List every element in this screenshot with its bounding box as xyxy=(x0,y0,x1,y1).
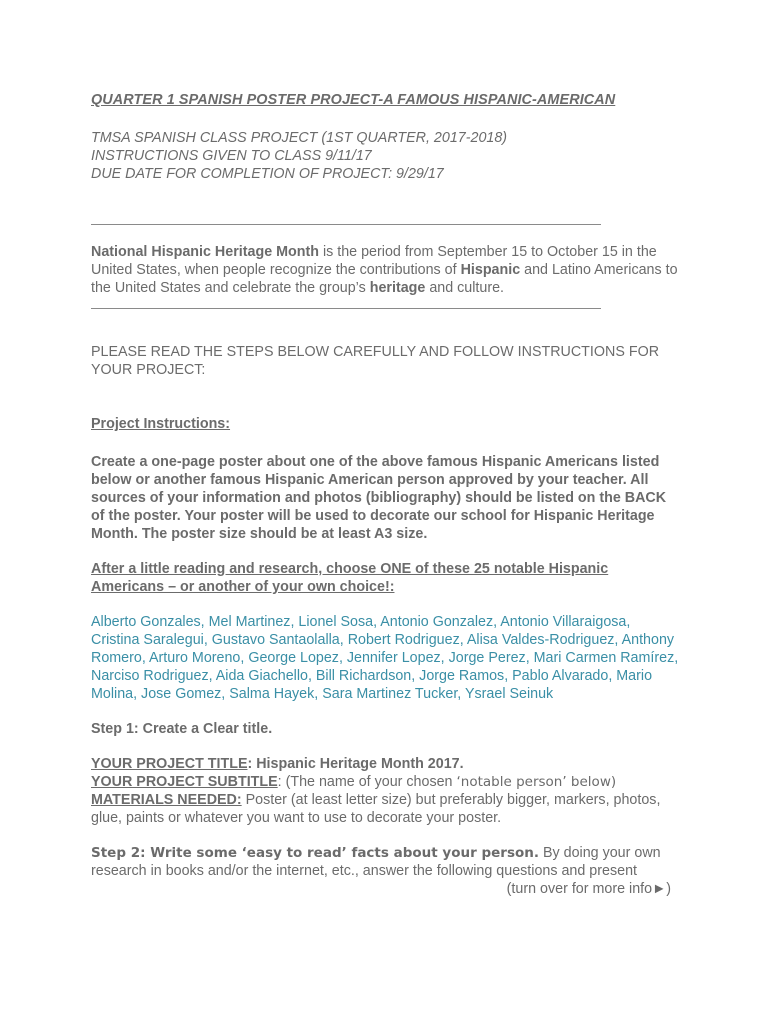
heritage-bold-1: National Hispanic Heritage Month xyxy=(91,244,319,260)
document-page xyxy=(91,91,681,898)
divider-top xyxy=(91,224,601,225)
header-line-instructions: INSTRUCTIONS GIVEN TO CLASS 9/11/17 xyxy=(91,148,372,164)
heritage-text-1: is the period from September 15 to October 15 in the United States, when people recognize the contributions of xyxy=(91,244,657,278)
materials-line xyxy=(91,791,681,827)
project-subtitle-value-a: : (The name of your chosen xyxy=(277,774,457,790)
step-1-heading: Step 1: Create a Clear title. xyxy=(91,721,273,737)
heritage-bold-2: Hispanic xyxy=(460,262,521,278)
heritage-text-2: and Latino Americans to the United States and celebrate the group’s xyxy=(91,262,678,296)
project-subtitle-label: YOUR PROJECT SUBTITLE xyxy=(91,774,278,790)
turn-over-note: (turn over for more info►) xyxy=(506,881,671,897)
project-subtitle-value-b: ‘notable person’ below) xyxy=(456,774,617,790)
heritage-text-3: and culture. xyxy=(425,280,505,296)
materials-value: Poster (at least letter size) but preferably bigger, markers, photos, glue, paints or whatever you want to use to decorate your poster. xyxy=(91,792,661,826)
project-details-block xyxy=(91,755,681,827)
project-subtitle-line xyxy=(91,773,681,791)
divider-bottom xyxy=(91,308,601,309)
heritage-paragraph xyxy=(91,243,681,297)
step-2-text: By doing your own research in books and/or the internet, etc., answer the following questions and present xyxy=(91,845,661,879)
project-title-line xyxy=(91,755,681,773)
notable-names-list: Alberto Gonzales, Mel Martinez, Lionel Sosa, Antonio Gonzalez, Antonio Villaraigosa, Cristina Saralegui, Gustavo Santaolalla, Robert Rodriguez, Alisa Valdes-Rodriguez, Anthony Romero, Arturo Moreno, George Lopez, Jennifer Lopez, Jorge Perez, Mari Carmen Ramírez, Narciso Rodriguez, Aida Giachello, Bill Richardson, Jorge Ramos, Pablo Alvarado, Mario Molina, Jose Gomez, Salma Hayek, Sara Martinez Tucker, Ysrael Seinuk xyxy=(91,614,679,702)
create-poster-paragraph: Create a one-page poster about one of the above famous Hispanic Americans listed below or another famous Hispanic American person approved by your teacher. All sources of your information and photos (bibliography) should be listed on the BACK of the poster. Your poster will be used to decorate our school for Hispanic Heritage Month. The poster size should be at least A3 size. xyxy=(91,454,667,542)
project-instructions-heading: Project Instructions: xyxy=(91,416,231,432)
project-title-label: YOUR PROJECT TITLE xyxy=(91,756,248,772)
please-read-paragraph: PLEASE READ THE STEPS BELOW CAREFULLY AND FOLLOW INSTRUCTIONS FOR YOUR PROJECT: xyxy=(91,344,660,378)
header-block xyxy=(91,129,681,183)
materials-label: MATERIALS NEEDED: xyxy=(91,792,242,808)
heritage-bold-3: heritage xyxy=(369,280,426,296)
document-title: QUARTER 1 SPANISH POSTER PROJECT-A FAMOUS HISPANIC-AMERICAN xyxy=(91,92,616,108)
header-line-class: TMSA SPANISH CLASS PROJECT (1ST QUARTER, 2017-2018) xyxy=(91,130,508,146)
choose-person-paragraph: After a little reading and research, choose ONE of these 25 notable Hispanic Americans – or another of your own choice!: xyxy=(91,561,609,595)
step-2-heading: Step 2: Write some ‘easy to read’ facts about your person. xyxy=(91,845,539,861)
project-title-value: : Hispanic Heritage Month 2017. xyxy=(247,756,464,772)
step-2-paragraph xyxy=(91,844,681,880)
header-line-due-date: DUE DATE FOR COMPLETION OF PROJECT: 9/29/17 xyxy=(91,166,444,182)
